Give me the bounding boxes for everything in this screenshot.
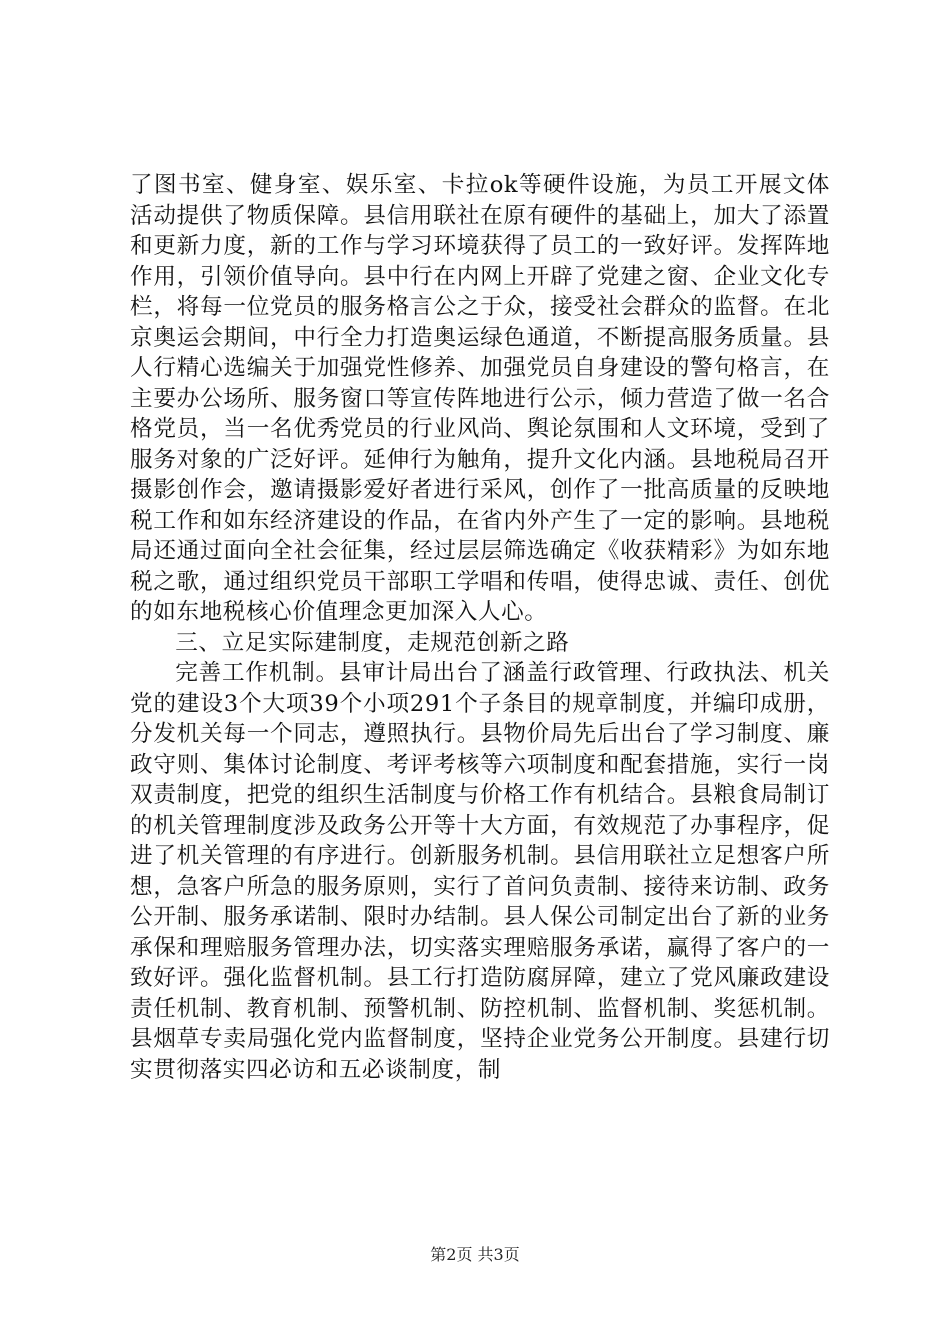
document-body xyxy=(130,170,830,1085)
page-number-footer: 第2页 共3页 xyxy=(430,1245,520,1264)
section-heading: 三、立足实际建制度，走规范创新之路 xyxy=(175,629,570,656)
body-paragraph: 了图书室、健身室、娱乐室、卡拉ok等硬件设施，为员工开展文体活动提供了物质保障。县信用联社在原有硬件的基础上，加大了添置和更新力度，新的工作与学习环境获得了员工的一致好评。发挥阵地作用，引领价值导向。县中行在内网上开辟了党建之窗、企业文化专栏，将每一位党员的服务格言公之于众，接受社会群众的监督。在北京奥运会期间，中行全力打造奥运绿色通道，不断提高服务质量。县人行精心选编关于加强党性修养、加强党员自身建设的警句格言，在主要办公场所、服务窗口等宣传阵地进行公示，倾力营造了做一名合格党员，当一名优秀党员的行业风尚、舆论氛围和人文环境，受到了服务对象的广泛好评。延伸行为触角，提升文化内涵。县地税局召开摄影创作会，邀请摄影爱好者进行采风，创作了一批高质量的反映地税工作和如东经济建设的作品，在省内外产生了一定的影响。县地税局还通过面向全社会征集，经过层层筛选确定《收获精彩》为如东地税之歌，通过组织党员干部职工学唱和传唱，使得忠诚、责任、创优的如东地税核心价值理念更加深入人心。 xyxy=(130,172,830,625)
body-paragraph: 完善工作机制。县审计局出台了涵盖行政管理、行政执法、机关党的建设3个大项39个小项291个子条目的规章制度，并编印成册，分发机关每一个同志，遵照执行。县物价局先后出台了学习制度、廉政守则、集体讨论制度、考评考核等六项制度和配套措施，实行一岗双责制度，把党的组织生活制度与价格工作有机结合。县粮食局制订的机关管理制度涉及政务公开等十大方面，有效规范了办事程序，促进了机关管理的有序进行。创新服务机制。县信用联社立足想客户所想，急客户所急的服务原则，实行了首问负责制、接待来访制、政务公开制、服务承诺制、限时办结制。县人保公司制定出台了新的业务承保和理赔服务管理办法，切实落实理赔服务承诺，赢得了客户的一致好评。强化监督机制。县工行打造防腐屏障，建立了党风廉政建设责任机制、教育机制、预警机制、防控机制、监督机制、奖惩机制。县烟草专卖局强化党内监督制度，坚持企业党务公开制度。县建行切实贯彻落实四必访和五必谈制度，制 xyxy=(130,660,830,1083)
